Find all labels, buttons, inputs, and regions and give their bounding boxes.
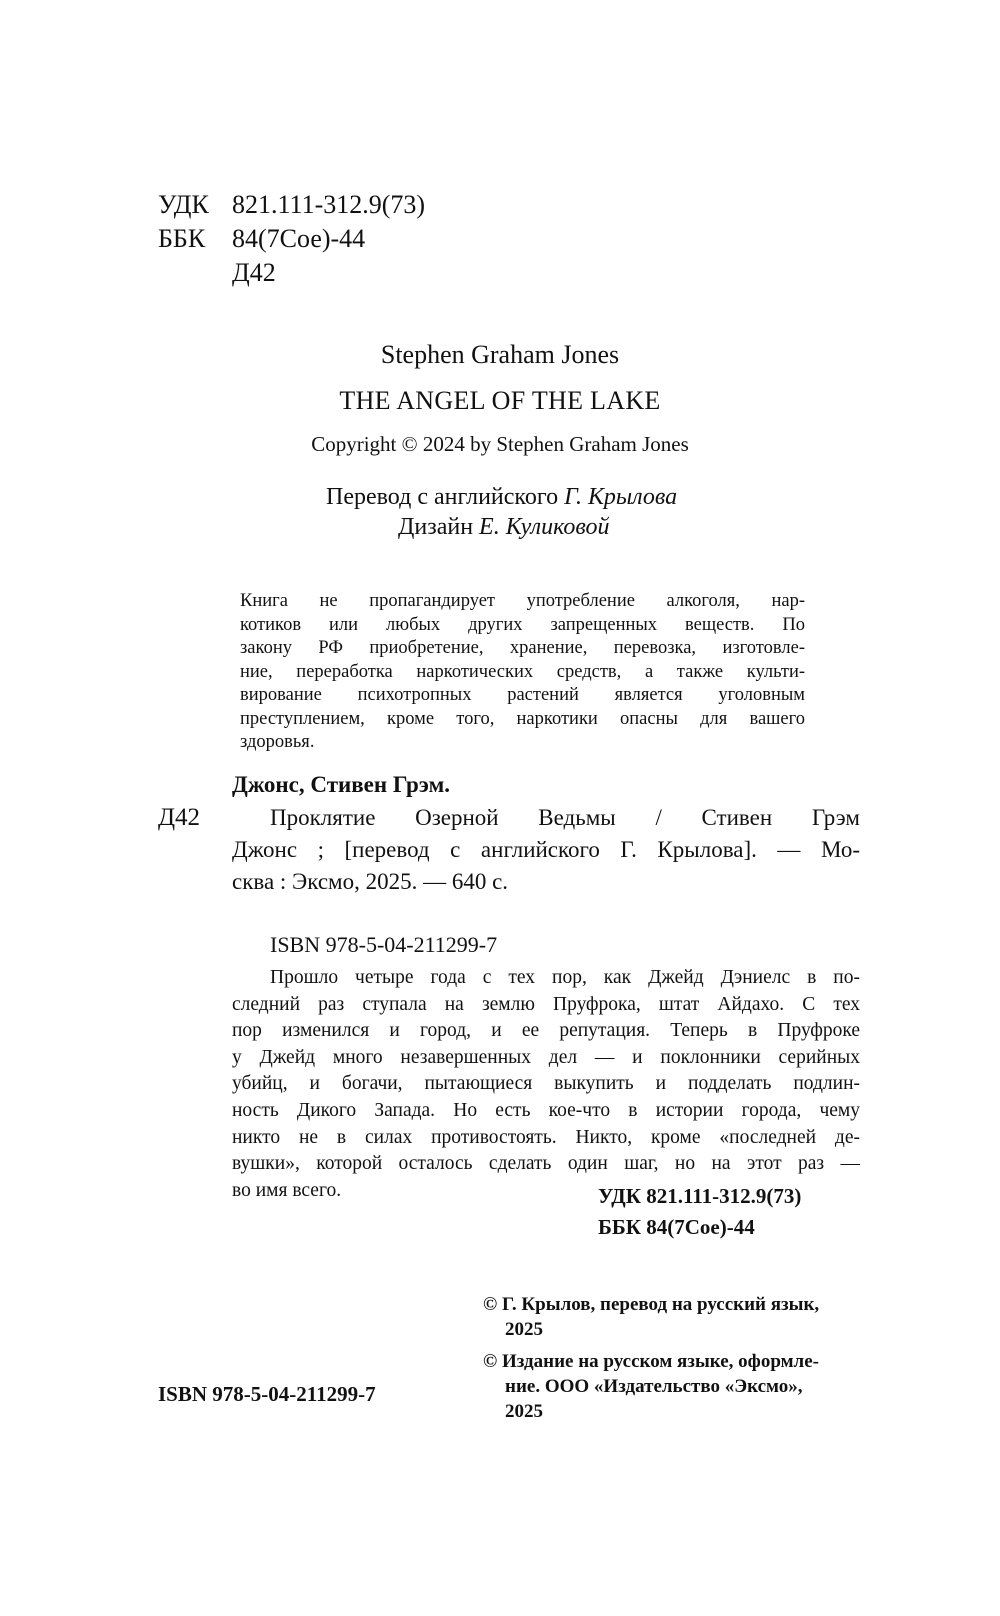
catalog-mark: Д42 xyxy=(158,804,201,831)
design-credit xyxy=(398,514,610,541)
disclaimer-line: Книга не пропагандирует употребление алкоголя, нар- xyxy=(240,591,805,611)
description-line: Проклятие Озерной Ведьмы / Стивен Грэм xyxy=(270,805,860,830)
bbk-value: 84(7Сое)-44 xyxy=(232,224,366,253)
disclaimer-line: ние, переработка наркотических средств, а также культи- xyxy=(240,661,805,682)
annotation-line: Прошло четыре года с тех пор, как Джейд Дэниелс в по- xyxy=(270,967,860,988)
annotation-line: никто не в силах противостоять. Никто, кроме «последней де- xyxy=(232,1126,860,1148)
disclaimer-line: преступлением, кроме того, наркотики опасны для вашего xyxy=(240,708,805,729)
annotation-line: вушки», которой осталось сделать один шаг, но на этот раз — xyxy=(232,1153,860,1175)
annotation-line: пор изменился и город, и ее репутация. Теперь в Пруфроке xyxy=(232,1020,860,1042)
catalog-description xyxy=(270,802,860,834)
copyright-edition-line: ние. ООО «Издательство «Эксмо», xyxy=(505,1376,803,1397)
original-author: Stephen Graham Jones xyxy=(380,340,620,369)
translator-name: Г. Крылова xyxy=(564,484,678,510)
description-line: Джонс ; [перевод с английского Г. Крылова]. — Мо- xyxy=(232,837,860,862)
catalog-heading: Джонс, Стивен Грэм. xyxy=(232,772,451,797)
copyright-translation-line: 2025 xyxy=(505,1319,543,1340)
copyright-translation-line: © Г. Крылов, перевод на русский язык, xyxy=(483,1294,820,1315)
disclaimer-line: котиков или любых других запрещенных веществ. По xyxy=(240,614,805,635)
copyright-edition-line: 2025 xyxy=(505,1401,543,1422)
design-prefix: Дизайн xyxy=(398,514,474,540)
annotation-line: убийц, и богачи, пытающиеся выкупить и подделать подлин- xyxy=(232,1073,860,1095)
isbn-bottom: ISBN 978-5-04-211299-7 xyxy=(158,1382,376,1406)
translation-prefix: Перевод с английского xyxy=(326,484,559,510)
copyright-edition-line: © Издание на русском языке, оформле- xyxy=(483,1351,819,1372)
catalog-isbn: ISBN 978-5-04-211299-7 xyxy=(270,932,498,957)
original-copyright: Copyright © 2024 by Stephen Graham Jones xyxy=(311,432,689,456)
disclaimer xyxy=(240,590,805,755)
designer-name: Е. Куликовой xyxy=(479,514,610,540)
disclaimer-line: здоровья. xyxy=(240,732,315,752)
disclaimer-line: закону РФ приобретение, хранение, перевозка, изготовле- xyxy=(240,638,805,658)
annotation-line: ность Дикого Запада. Но есть кое-что в истории города, чему xyxy=(232,1099,860,1121)
description-line: сква : Эксмо, 2025. — 640 с. xyxy=(232,869,509,894)
translation-credit xyxy=(326,484,677,511)
annotation xyxy=(270,965,860,992)
udk-value: 821.111-312.9(73) xyxy=(232,190,426,219)
annotation-line: во имя всего. xyxy=(232,1179,342,1201)
catalog-bbk: ББК 84(7Сое)-44 xyxy=(598,1215,755,1239)
catalog-udk: УДК 821.111-312.9(73) xyxy=(598,1184,802,1208)
annotation-cont xyxy=(232,992,860,1205)
disclaimer-line: вирование психотропных растений является уголовным xyxy=(240,685,805,705)
bbk-label: ББК xyxy=(158,224,206,253)
udk-label: УДК xyxy=(158,190,209,219)
original-title: THE ANGEL OF THE LAKE xyxy=(339,386,661,415)
annotation-line: у Джейд много незавершенных дел — и поклонники серийных xyxy=(232,1046,860,1068)
copyright-notices xyxy=(483,1292,863,1424)
author-mark: Д42 xyxy=(232,258,276,287)
catalog-description-cont xyxy=(232,834,860,898)
annotation-line: следний раз ступала на землю Пруфрока, штат Айдахо. С тех xyxy=(232,993,860,1015)
